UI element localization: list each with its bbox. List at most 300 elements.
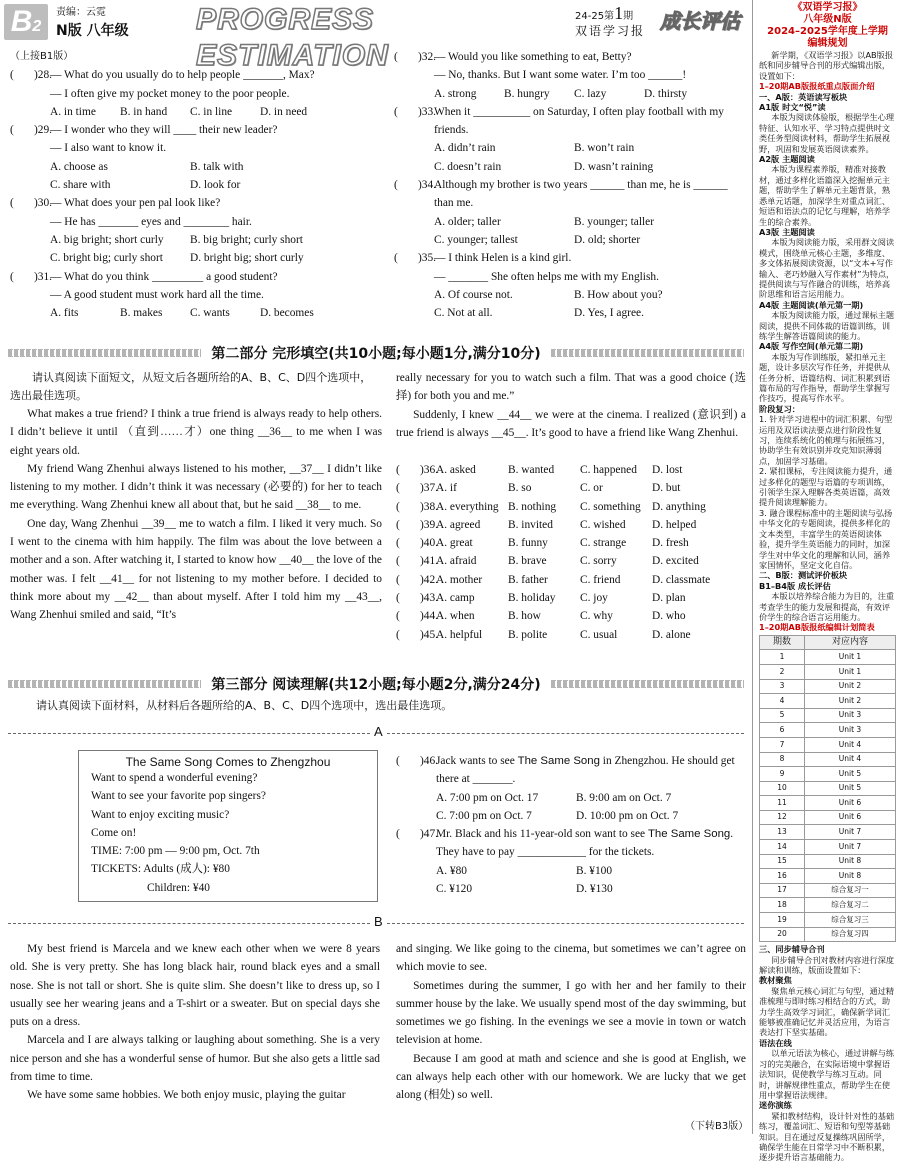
option: B. younger; taller: [574, 215, 655, 228]
option: B. talk with: [190, 160, 244, 173]
option: C. or: [580, 482, 603, 495]
table-row: [760, 679, 896, 694]
option: C. wished: [580, 518, 626, 531]
question-number: )43.: [420, 592, 439, 605]
answer-paren: (: [396, 537, 400, 550]
wave-divider: [551, 349, 744, 357]
option-row: [436, 516, 716, 534]
question-number: )41.: [420, 555, 439, 568]
question-number: )42.: [420, 573, 439, 586]
option: D. anything: [652, 500, 706, 513]
option-row: [396, 880, 748, 898]
option: C. share with: [50, 179, 111, 192]
table-cell: Unit 2: [804, 694, 895, 709]
question-number: )40.: [420, 537, 439, 550]
sidebar-text: 紧扣教材结构，设计针对性的基础练习，覆盖词汇、短语和句型等基础知识。目在通过反复操练巩固所学，确保学生能在日常学习中不断积累，逐步提升语言基础能力。: [759, 1110, 895, 1163]
table-cell: 17: [760, 883, 805, 898]
question-item: [396, 752, 748, 770]
option: B. won’t rain: [574, 142, 635, 155]
answer-paren: (: [10, 270, 14, 283]
question-stem: — Would you like something to eat, Betty?: [434, 51, 632, 63]
passage-b-label: B: [370, 914, 387, 929]
part2-instruction: 请认真阅读下面短文，从短文后各题所给的A、B、C、D四个选项中，选出最佳选项。: [10, 371, 372, 402]
question-number: )30.: [34, 197, 53, 210]
column-logo: 成长评估: [660, 9, 740, 33]
question-item: [10, 66, 380, 84]
table-cell: Unit 6: [804, 810, 895, 825]
table-cell: Unit 7: [804, 840, 895, 855]
sidebar-text: 本版为写作训练版，紧扣单元主题，设计多层次写作任务，并提供从任务分析、语篇结构、词汇积累到语篇布局的写作指导，帮助学生掌握写作技巧，提高写作水平。: [759, 351, 891, 404]
answer-paren: (: [396, 518, 400, 531]
table-cell: 3: [760, 679, 805, 694]
option-row: [394, 85, 750, 103]
sidebar-text: 本版为阅读体验版，根据学生心理特征、认知水平、学习特点提供时文类任务型阅读材料，帮助学生拓展视野，巩固和发展英语阅读素养。: [759, 112, 895, 154]
answer-paren: (: [396, 592, 400, 605]
table-cell: 13: [760, 825, 805, 840]
answer-paren: (: [396, 610, 400, 623]
table-cell: 16: [760, 869, 805, 884]
table-cell: 综合复习一: [804, 883, 895, 898]
option: D. excited: [652, 555, 699, 568]
continued-note: （上接B1版）: [10, 51, 74, 62]
answer-paren: (: [396, 464, 400, 476]
option-row: [10, 103, 380, 121]
question-number: )32.: [418, 51, 437, 63]
table-cell: 1: [760, 650, 805, 665]
sidebar-text: 3. 融合课程标准中的主题阅读与弘扬中华文化的专题阅读，提供多样化的文本类型，丰富学生的英语阅读体验，提升学生英语能力的同时，加深学生对中华文化的理解和认同，涵养家国情怀，坚定文化自信。: [759, 507, 893, 570]
sidebar-text: 聚焦单元核心词汇与句型，通过精准梳理与即时练习相结合的方式，助力学生高效学习词汇，确保新学词汇能够被准确记忆并灵活应用，为语言表达打下坚实基础。: [759, 985, 895, 1038]
option: B. how: [508, 610, 541, 623]
question-stem: — What does your pen pal look like?: [50, 197, 221, 210]
question-stem: in Zhengzhou. He should get: [599, 755, 735, 767]
table-header-row: [760, 635, 896, 650]
question-line: — No, thanks. But I want some water. I’m too ______!: [434, 69, 687, 82]
option-row: [436, 607, 716, 625]
question-item: [10, 268, 380, 286]
option: C. 7:00 pm on Oct. 7: [436, 809, 532, 822]
table-row: [760, 664, 896, 679]
answer-paren: (: [396, 828, 400, 841]
option: B. ¥100: [576, 864, 613, 877]
ad-line: Want to enjoy exciting music?: [91, 808, 230, 821]
option-row: [436, 589, 716, 607]
table-cell: Unit 1: [804, 650, 895, 665]
sidebar-heading: A4版 主题阅读(单元第一期): [759, 299, 864, 310]
paragraph: Sometimes during the summer, I go with her and her family to their summer house by the lake. We usually spend most of the day swimming, but sometimes we go fishing. In the evenings we see a movie in town or watch television at home.: [396, 979, 746, 1047]
table-row: [760, 869, 896, 884]
table-cell: Unit 5: [804, 767, 895, 782]
answer-paren: (: [396, 555, 400, 568]
table-cell: Unit 5: [804, 781, 895, 796]
option: D. plan: [652, 592, 686, 605]
option: D. becomes: [260, 307, 314, 320]
answer-paren: (: [394, 179, 398, 192]
option: B. makes: [120, 307, 163, 320]
song-title: The Same Song: [647, 828, 731, 841]
option: B. polite: [508, 628, 548, 641]
version-label: N版 八年级: [56, 23, 129, 39]
cloze-item: [396, 534, 746, 552]
table-cell: Unit 4: [804, 737, 895, 752]
right-top-list: [394, 48, 750, 322]
question-stem: Although my brother is two years ______ than me, he is ______: [434, 179, 728, 192]
option: A. if: [436, 482, 457, 495]
sidebar-heading: A1版 时文“悦”读: [759, 102, 826, 113]
table-cell: 20: [760, 927, 805, 942]
issue-prefix: 24-25第: [575, 11, 615, 22]
option-row: [394, 213, 750, 231]
song-title: The Same Song: [517, 755, 600, 767]
option-row: [394, 139, 750, 157]
paragraph: My friend Wang Zhenhui always listened to his mother, __37__ I didn’t like listening to my mother. I didn’t think it was necessary (必要的) for her to teach me everything. Wang Zhenhui knew all about that, but he said __38__ to me.: [10, 462, 382, 512]
wave-divider: [8, 349, 201, 357]
question-line: there at _______.: [436, 773, 516, 786]
table-body: [760, 650, 896, 942]
paragraph: My best friend is Marcela and we knew each other when we were 8 years old. She is very pretty. She has long black hair, round black eyes and a small nose. She is not tall or short. She is quite slim. She doesn’t like to dress up, so I usually see her wearing jeans and a T-shirt or a sweater. But on special days she puts on a dress.: [10, 943, 380, 1029]
answer-paren: (: [394, 105, 398, 118]
option: D. Yes, I agree.: [574, 307, 644, 320]
table-cell: 14: [760, 840, 805, 855]
table-row: [760, 752, 896, 767]
table-row: [760, 737, 896, 752]
table-cell: 18: [760, 898, 805, 913]
option-row: [396, 862, 748, 880]
question-stem: Jack wants to see: [436, 755, 518, 767]
sidebar-text: 同步辅导合刊对教材内容进行深度解读和训练，版面设置如下：: [759, 954, 895, 976]
option-row: [396, 789, 748, 807]
paragraph: and singing. We like going to the cinema, but sometimes we can’t agree on which movie to see.: [396, 943, 746, 974]
paper-name: 双语学习报: [575, 24, 646, 38]
option: D. alone: [652, 628, 691, 641]
passage-a-divider: [8, 726, 744, 740]
option: B. so: [508, 482, 532, 495]
paragraph: What makes a true friend? I think a true friend is always ready to help others. I didn’t believe it until （直到……才）one thing __36__ to me when I was eight years old.: [10, 408, 382, 457]
table-cell: 综合复习三: [804, 913, 895, 928]
passage-b-left: [10, 940, 380, 1105]
sidebar-heading: 迷你演练: [759, 1100, 792, 1111]
question-number: )29.: [34, 124, 53, 137]
option: D. wasn’t raining: [574, 160, 654, 173]
issue-num: 1: [614, 3, 624, 23]
option: C. something: [580, 500, 641, 513]
table-cell: Unit 8: [804, 854, 895, 869]
option-row: [394, 231, 750, 249]
cloze-item: [396, 607, 746, 625]
continue-note: （下转B3版）: [685, 1121, 749, 1132]
option: B. funny: [508, 537, 548, 550]
ad-line: Want to spend a wonderful evening?: [91, 772, 258, 784]
editorial-plan-sidebar: [752, 0, 900, 1163]
plan-table: [759, 635, 896, 942]
questions-32-35: [394, 48, 750, 322]
paragraph: really necessary for you to watch such a film. That was a good choice (选择) for both you and me.”: [396, 372, 746, 403]
table-row: [760, 840, 896, 855]
answer-paren: (: [396, 500, 400, 513]
question-item: [394, 103, 750, 121]
answer-paren: (: [10, 69, 14, 82]
passage-b-right: [396, 940, 746, 1105]
question-number: )46.: [420, 755, 439, 767]
sidebar-text: 2. 紧扣课标，专注阅读能力提升，通过多样化的题型与语篇的专项训练，引领学生深入理解各类英语篇，高效提升阅读理解能力。: [759, 466, 893, 508]
cloze-item: [396, 589, 746, 607]
sidebar-text: 以单元语法为核心，通过讲解与练习的完美融合，在实际语境中掌握语法知识，促使教学与练习互动。同时，讲解规律性重点，帮助学生在使用中掌握语法规律。: [759, 1048, 895, 1100]
table-cell: Unit 3: [804, 723, 895, 738]
table-row: [760, 883, 896, 898]
answer-paren: (: [394, 51, 398, 63]
option: D. who: [652, 610, 686, 623]
question-stem: — What do you usually do to help people _______, Max?: [50, 69, 315, 82]
cloze-item: [396, 626, 746, 644]
option: B. father: [508, 573, 548, 586]
question-line: — A good student must work hard all the time.: [50, 288, 264, 301]
page-badge: [4, 4, 48, 40]
option-row: [436, 571, 716, 589]
question-stem: — I think Helen is a kind girl.: [434, 252, 572, 265]
part3-heading: [8, 673, 744, 695]
option: C. usual: [580, 628, 618, 641]
paragraph: One day, Wang Zhenhui __39__ me to watch a film. I liked it very much. So I went to the cinema with him happily. The film was about the love between a mother and a son. After watching it, I started to know how __40__ the love of the mother was. I felt __41__ for not listening to my mother before. I decided to think more about my __42__ than about myself. After I told him my __43__, Wang Zhenhui smiled and said, “It’s: [10, 517, 382, 622]
question-line: They have to pay ____________ for the tickets.: [436, 846, 655, 859]
sidebar-heading: B1–B4版 成长评估: [759, 580, 831, 591]
question-line: than me.: [434, 197, 474, 210]
table-cell: Unit 6: [804, 796, 895, 811]
table-row: [760, 810, 896, 825]
table-cell: 7: [760, 737, 805, 752]
option: C. joy: [580, 592, 608, 605]
sidebar-heading: A2版 主题阅读: [759, 154, 815, 165]
option: C. ¥120: [436, 883, 473, 896]
question-stem: When it __________ on Saturday, I often play football with my: [434, 105, 724, 118]
option: B. wanted: [508, 464, 555, 476]
question-item: [394, 176, 750, 194]
table-cell: 10: [760, 781, 805, 796]
question-number: )34.: [418, 179, 437, 192]
table-cell: 9: [760, 767, 805, 782]
issue-suffix: 期: [623, 11, 634, 22]
question-stem: .: [730, 828, 734, 841]
sidebar-heading: 阶段复习：: [759, 403, 800, 414]
option-row: [396, 807, 748, 825]
option: B. nothing: [508, 500, 557, 513]
table-row: [760, 708, 896, 723]
sidebar-text: 本版为课程素养版，精准对接教材，通过多样化语篇深入挖掘单元主题，帮助学生了解单元主题背景，熟悉单元话题，加深学生对重点词汇、短语和语法点的记忆与理解，培养学生的综合素养。: [759, 164, 891, 227]
table-cell: Unit 3: [804, 708, 895, 723]
option: D. bright big; short curly: [190, 252, 304, 265]
paragraph: Marcela and I are always talking or laughing about something. She is a very nice person and she has a wonderful sense of humor. But she also gets a little sad from time to time.: [10, 1034, 380, 1084]
option: C. bright big; curly short: [50, 252, 163, 265]
option-row: [394, 286, 750, 304]
question-number: )39.: [420, 518, 439, 531]
table-header: 期数: [760, 635, 805, 650]
ad-line: TIME: 7:00 pm — 9:00 pm, Oct. 7th: [91, 845, 260, 858]
sidebar-title: 编辑规划: [807, 38, 848, 49]
answer-paren: (: [396, 755, 400, 767]
sidebar-heading: A4版 写作空间(单元第二期): [759, 341, 864, 352]
sidebar-text: 1. 针对学习进程中的词汇积累、句型运用及双语读法要点进行阶段性复习，连续系统化的梳理与拓展练习，协助学生有效识别并攻克知识薄弱点，加固学习基础。: [759, 414, 893, 466]
table-row: [760, 723, 896, 738]
option: C. in line: [190, 105, 233, 118]
table-cell: Unit 7: [804, 825, 895, 840]
option-row: [394, 158, 750, 176]
option: A. helpful: [436, 628, 483, 641]
ad-title: The Same Song Comes to Zhengzhou: [125, 755, 331, 769]
question-stem: — What do you think _________ a good student?: [50, 270, 278, 283]
question-number: )37.: [420, 482, 439, 495]
sidebar-title: 2024–2025学年度上学期: [767, 26, 888, 37]
option: B. brave: [508, 555, 547, 568]
table-row: [760, 650, 896, 665]
question-number: )44.: [420, 610, 439, 623]
option: B. holiday: [508, 592, 556, 605]
option: A. big bright; short curly: [50, 233, 164, 246]
option: D. fresh: [652, 537, 689, 550]
option: A. Of course not.: [434, 288, 513, 301]
option: A. agreed: [436, 518, 481, 531]
paragraph: We have some same hobbies. We both enjoy music, playing the guitar: [27, 1089, 346, 1102]
option: B. in hand: [120, 105, 168, 118]
option: A. older; taller: [434, 215, 501, 228]
question-item: [10, 121, 380, 139]
option: C. lazy: [574, 87, 607, 100]
table-cell: 4: [760, 694, 805, 709]
option: A. great: [436, 537, 473, 550]
option: C. happened: [580, 464, 637, 476]
option-row: [10, 249, 380, 267]
sidebar-title: 八年级N版: [803, 14, 852, 25]
question-stem: Mr. Black and his 11-year-old son want to see: [436, 828, 648, 841]
option: D. helped: [652, 518, 697, 531]
option: A. asked: [436, 464, 476, 476]
cloze-item: [396, 552, 746, 570]
sidebar-text: 本版以培养综合能力为目的，注重考查学生的能力发展和提高，有效评价学生的综合语言运用能力。: [759, 591, 895, 622]
wave-divider: [8, 680, 201, 688]
sidebar-heading: 语法在线: [759, 1037, 792, 1048]
option-row: [436, 461, 716, 479]
table-cell: 8: [760, 752, 805, 767]
editor-label: 责编：云霓: [56, 7, 106, 18]
left-top-list: [10, 66, 380, 322]
option: C. sorry: [580, 555, 617, 568]
sidebar-heading: A3版 主题阅读: [759, 226, 815, 237]
option: B. big bright; curly short: [190, 233, 303, 246]
option: B. hungry: [504, 87, 550, 100]
option: A. mother: [436, 573, 483, 586]
table-cell: Unit 4: [804, 752, 895, 767]
option: C. why: [580, 610, 613, 623]
option: C. Not at all.: [434, 307, 493, 320]
answer-paren: (: [10, 197, 14, 210]
option: D. thirsty: [644, 87, 688, 100]
option-row: [10, 158, 380, 176]
option: D. old; shorter: [574, 233, 641, 246]
option: A. everything: [436, 500, 499, 513]
question-item: [10, 194, 380, 212]
option: D. but: [652, 482, 681, 495]
part2-title: 第二部分 完形填空(共10小题;每小题1分,满分10分): [211, 346, 541, 362]
question-line: — I often give my pocket money to the poor people.: [50, 87, 290, 100]
sidebar-title: 《双语学习报》: [792, 2, 863, 13]
option: A. choose as: [50, 160, 108, 173]
concert-ad: [78, 750, 378, 902]
question-line: — _______ She often helps me with my English.: [434, 270, 659, 283]
option: C. wants: [190, 307, 230, 320]
answer-paren: (: [394, 252, 398, 265]
cloze-item: [396, 516, 746, 534]
questions-46-47: [396, 752, 748, 898]
table-row: [760, 694, 896, 709]
sidebar-subtitle: 1–20期AB版报纸重点版面介绍: [759, 81, 875, 92]
option: C. younger; tallest: [434, 233, 518, 246]
table-cell: 6: [760, 723, 805, 738]
option: A. strong: [434, 87, 477, 100]
table-cell: 12: [760, 810, 805, 825]
table-cell: 2: [760, 664, 805, 679]
option: B. 9:00 am on Oct. 7: [576, 791, 672, 804]
table-cell: Unit 2: [804, 679, 895, 694]
ad-line: Come on!: [91, 826, 137, 839]
table-cell: 19: [760, 913, 805, 928]
table-row: [760, 825, 896, 840]
option: A. fits: [50, 307, 79, 320]
table-cell: Unit 8: [804, 869, 895, 884]
progress-estimation-logo: PROGRESS ESTIMATION: [196, 3, 389, 72]
badge-number: 2: [32, 18, 42, 35]
option: A. ¥80: [436, 864, 468, 877]
option: B. invited: [508, 518, 553, 531]
question-item: [394, 48, 750, 66]
part3-instruction: 请认真阅读下面材料，从材料后各题所给的A、B、C、D四个选项中，选出最佳选项。: [36, 699, 453, 712]
question-number: )28.: [34, 69, 53, 82]
cloze-item: [396, 461, 746, 479]
wave-divider: [551, 680, 744, 688]
cloze-item: [396, 498, 746, 516]
sidebar-section: 二、B版：测试评价板块: [759, 570, 848, 581]
option: A. in time: [50, 105, 96, 118]
table-cell: 5: [760, 708, 805, 723]
passage-a-label: A: [370, 724, 387, 739]
table-row: [760, 898, 896, 913]
option: A. didn’t rain: [434, 142, 496, 155]
table-row: [760, 854, 896, 869]
sidebar-subtitle: 1–20期AB版报纸编辑计划简表: [759, 622, 875, 633]
answer-paren: (: [10, 124, 14, 137]
sidebar-section: 一、A版：英语读写板块: [759, 91, 848, 102]
table-cell: Unit 1: [804, 664, 895, 679]
sidebar-text: 本版为阅读能力版，采用群文阅读模式，围绕单元核心主题，多维度、多文体拓展阅读资源，以“文本+写作输入、老巧妙融入写作素材”为特点，提供阅读与写作融合的训练，培养高阶思维和语言运用能力。: [759, 237, 895, 300]
option-row: [436, 479, 716, 497]
cloze-options: [396, 461, 746, 644]
question-number: )35.: [418, 252, 437, 265]
table-row: [760, 796, 896, 811]
option: D. in need: [260, 105, 308, 118]
option: A. when: [436, 610, 475, 623]
question-item: [394, 249, 750, 267]
option: C. strange: [580, 537, 627, 550]
option: D. ¥130: [576, 883, 613, 896]
option-row: [10, 231, 380, 249]
table-cell: 综合复习四: [804, 927, 895, 942]
table-row: [760, 913, 896, 928]
question-number: )31.: [34, 270, 53, 283]
table-row: [760, 927, 896, 942]
option-row: [436, 498, 716, 516]
question-number: )33.: [418, 105, 437, 118]
cloze-item: [396, 479, 746, 497]
sidebar-heading: 教材聚焦: [759, 975, 792, 986]
paragraph: Suddenly, I knew __44__ we were at the cinema. I realized (意识到) a true friend is always __45__. It’s good to have a friend like Wang Zhenhui.: [396, 408, 746, 439]
option-row: [436, 534, 716, 552]
option: A. 7:00 pm on Oct. 17: [436, 791, 539, 804]
